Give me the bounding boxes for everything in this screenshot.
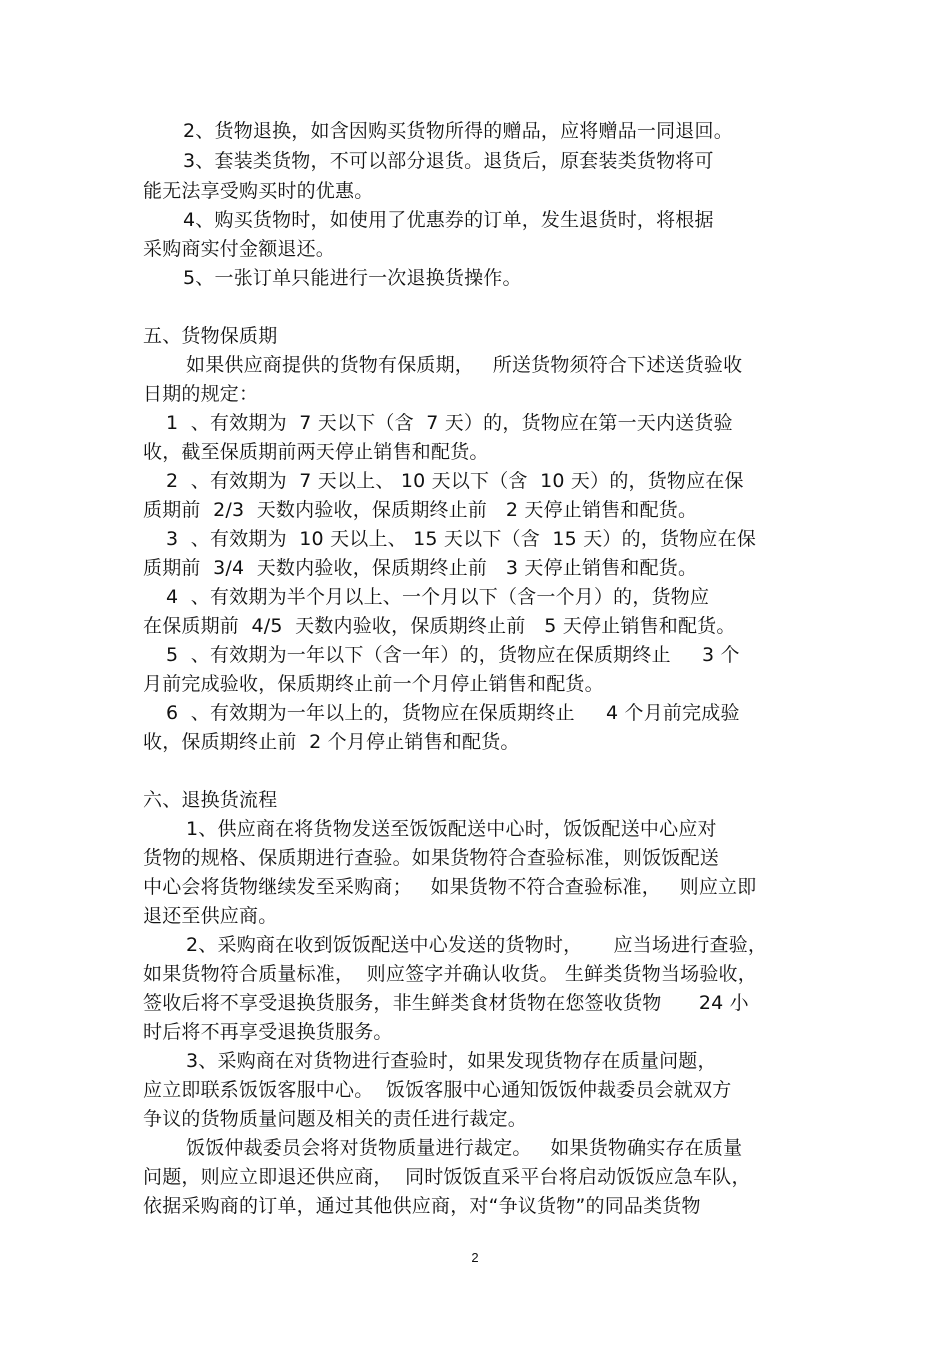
return-flow-para-3-line-3: 争议的货物质量问题及相关的责任进行裁定。 xyxy=(143,1108,528,1130)
shelf-life-rule-4-line-1: 4 、有效期为半个月以上、一个月以下（含一个月）的，货物应 xyxy=(166,586,710,608)
shelf-life-rule-5-line-1: 5 、有效期为一年以下（含一年）的，货物应在保质期终止 3 个 xyxy=(166,644,740,666)
page-number: 2 xyxy=(471,1250,479,1265)
return-flow-para-4-line-1: 饭饭仲裁委员会将对货物质量进行裁定。 如果货物确实存在质量 xyxy=(186,1137,743,1159)
return-rule-5-line-1: 5、一张订单只能进行一次退换货操作。 xyxy=(183,267,522,289)
shelf-life-rule-6-line-1: 6 、有效期为一年以上的，货物应在保质期终止 4 个月前完成验 xyxy=(166,702,740,724)
shelf-life-rule-4-line-2: 在保质期前 4/5 天数内验收，保质期终止前 5 天停止销售和配货。 xyxy=(143,615,736,637)
section-5-intro-line-2: 日期的规定： xyxy=(143,383,259,405)
return-flow-para-2-line-4: 时后将不再享受退换货服务。 xyxy=(143,1021,393,1043)
section-5-intro-line-1: 如果供应商提供的货物有保质期， 所送货物须符合下述送货验收 xyxy=(186,354,743,376)
return-rule-4-line-1: 4、购买货物时，如使用了优惠券的订单，发生退货时，将根据 xyxy=(183,209,714,231)
section-6-heading: 六、退换货流程 xyxy=(143,789,278,811)
shelf-life-rule-6-line-2: 收，保质期终止前 2 个月停止销售和配货。 xyxy=(143,731,520,753)
return-flow-para-2-line-2: 如果货物符合质量标准， 则应签字并确认收货。 生鲜类货物当场验收， xyxy=(143,963,757,985)
return-flow-para-2-line-3: 签收后将不享受退换货服务，非生鲜类食材货物在您签收货物 24 小 xyxy=(143,992,749,1014)
return-rule-2-line-1: 2、货物退换，如含因购买货物所得的赠品，应将赠品一同退回。 xyxy=(183,120,733,142)
shelf-life-rule-1-line-1: 1 、有效期为 7 天以下（含 7 天）的，货物应在第一天内送货验 xyxy=(166,412,733,434)
shelf-life-rule-3-line-1: 3 、有效期为 10 天以上、 15 天以下（含 15 天）的，货物应在保 xyxy=(166,528,757,550)
shelf-life-rule-2-line-2: 质期前 2/3 天数内验收，保质期终止前 2 天停止销售和配货。 xyxy=(143,499,698,521)
shelf-life-rule-2-line-1: 2 、有效期为 7 天以上、 10 天以下（含 10 天）的，货物应在保 xyxy=(166,470,744,492)
return-flow-para-1-line-1: 1、供应商在将货物发送至饭饭配送中心时，饭饭配送中心应对 xyxy=(186,818,717,840)
shelf-life-rule-1-line-2: 收，截至保质期前两天停止销售和配货。 xyxy=(143,441,489,463)
return-rule-4-line-2: 采购商实付金额退还。 xyxy=(143,238,336,260)
return-flow-para-4-line-3: 依据采购商的订单，通过其他供应商，对“争议货物”的同品类货物 xyxy=(143,1195,701,1217)
return-flow-para-3-line-2: 应立即联系饭饭客服中心。 饭饭客服中心通知饭饭仲裁委员会就双方 xyxy=(143,1079,732,1101)
section-5-heading: 五、货物保质期 xyxy=(143,325,278,347)
return-rule-3-line-1: 3、套装类货物，不可以部分退货。退货后，原套装类货物将可 xyxy=(183,150,714,172)
return-flow-para-4-line-2: 问题，则应立即退还供应商， 同时饭饭直采平台将启动饭饭应急车队， xyxy=(143,1166,751,1188)
shelf-life-rule-5-line-2: 月前完成验收，保质期终止前一个月停止销售和配货。 xyxy=(143,673,604,695)
return-flow-para-3-line-1: 3、采购商在对货物进行查验时，如果发现货物存在质量问题， xyxy=(186,1050,717,1072)
return-flow-para-1-line-4: 退还至供应商。 xyxy=(143,905,278,927)
return-flow-para-1-line-3: 中心会将货物继续发至采购商； 如果货物不符合查验标准， 则应立即 xyxy=(143,876,757,898)
return-rule-3-line-2: 能无法享受购买时的优惠。 xyxy=(143,180,374,202)
shelf-life-rule-3-line-2: 质期前 3/4 天数内验收，保质期终止前 3 天停止销售和配货。 xyxy=(143,557,698,579)
return-flow-para-1-line-2: 货物的规格、保质期进行查验。如果货物符合查验标准，则饭饭配送 xyxy=(143,847,720,869)
return-flow-para-2-line-1: 2、采购商在收到饭饭配送中心发送的货物时， 应当场进行查验， xyxy=(186,934,768,956)
